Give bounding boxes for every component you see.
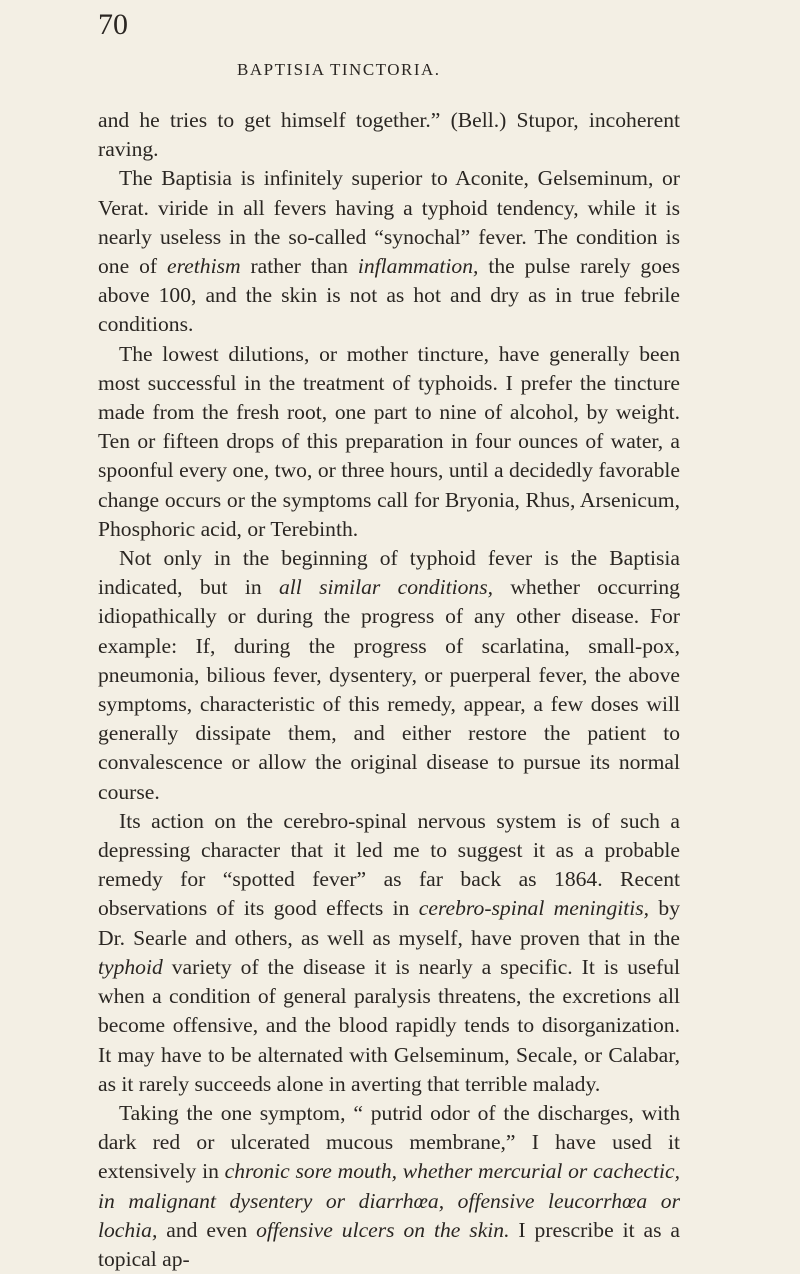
italic-run: offensive ulcers on the skin. — [256, 1217, 510, 1242]
text-run: whether occurring idiopathically or during the progress of any other disease. For example: If, during the progress of scarlatina, small-pox, pneumonia, bilious fever, dysentery, or puerperal fever, the above symptoms, characteristic of this remedy, appear, a few doses will generally dissipate them, and either restore the patient to convalescence or allow the original disease to pursue its normal course. — [98, 575, 680, 804]
body-text — [98, 106, 680, 1274]
italic-run: typhoid — [98, 954, 163, 979]
italic-run: all similar conditions, — [278, 575, 493, 600]
text-run: Its action on the cerebro-spinal nervous system is of such a depressing character that it led me to suggest it as a probable remedy for “spotted fever” as far back as 1864. Recent observations of its good effects in — [98, 808, 680, 921]
text-run: The Baptisia is infinitely superior to Aconite, Gelseminum, or Verat. viride in all fevers having a typhoid tendency, while it is nearly useless in the so-called “synochal” fever. The condition is one of — [98, 166, 680, 279]
paragraph — [98, 164, 680, 339]
text-run: rather than — [240, 254, 358, 279]
text-run: variety of the disease it is nearly a specific. It is useful when a condition of general paralysis threatens, the excretions all become offensive, and the blood rapidly tends to disorganization. It may have to be alternated with Gelseminum, Secale, or Calabar, as it rarely succeeds alone in averting that terrible malady. — [98, 954, 680, 1096]
text-run: I prescribe it as a topical ap- — [98, 1217, 681, 1271]
text-run: The lowest dilutions, or mother tincture, have generally been most successful in the treatment of typhoids. I prefer the tincture made from the fresh root, one part to nine of alcohol, by weight. Ten or fifteen drops of this preparation in four ounces of water, a spoonful every one, two, or three hours, until a decidedly favorable change occurs or the symptoms call for Bryonia, Rhus, Arsenicum, Phosphoric acid, or Terebinth. — [98, 341, 680, 541]
paragraph — [98, 807, 680, 1099]
italic-run: chronic sore mouth, whether mercurial or cachectic, in malignant dysentery or diarrhœa, offensive leucorrhœa or lochia, — [98, 1159, 680, 1242]
italic-run: cerebro-spinal meningitis, — [418, 896, 650, 921]
paragraph — [98, 1099, 680, 1274]
italic-run: erethism — [167, 254, 241, 279]
paragraph — [98, 340, 680, 544]
text-run: the pulse rarely goes above 100, and the skin is not as hot and dry as in true febrile conditions. — [98, 254, 680, 337]
text-run: by Dr. Searle and others, as well as myself, have proven that in the — [98, 896, 680, 950]
page-number: 70 — [98, 8, 128, 41]
running-head: BAPTISIA TINCTORIA. — [237, 60, 441, 79]
italic-run: inflammation, — [357, 254, 479, 279]
text-run: and he tries to get himself together.” (Bell.) Stupor, incoherent raving. — [98, 108, 680, 162]
paragraph — [98, 106, 680, 164]
paragraph — [98, 544, 680, 807]
text-run: and even — [157, 1217, 257, 1242]
text-run: Not only in the beginning of typhoid fever is the Baptisia indicated, but in — [98, 546, 680, 600]
text-run: Taking the one symptom, “ putrid odor of the discharges, with dark red or ulcerated mucous membrane,” I have used it extensively in — [98, 1100, 680, 1184]
